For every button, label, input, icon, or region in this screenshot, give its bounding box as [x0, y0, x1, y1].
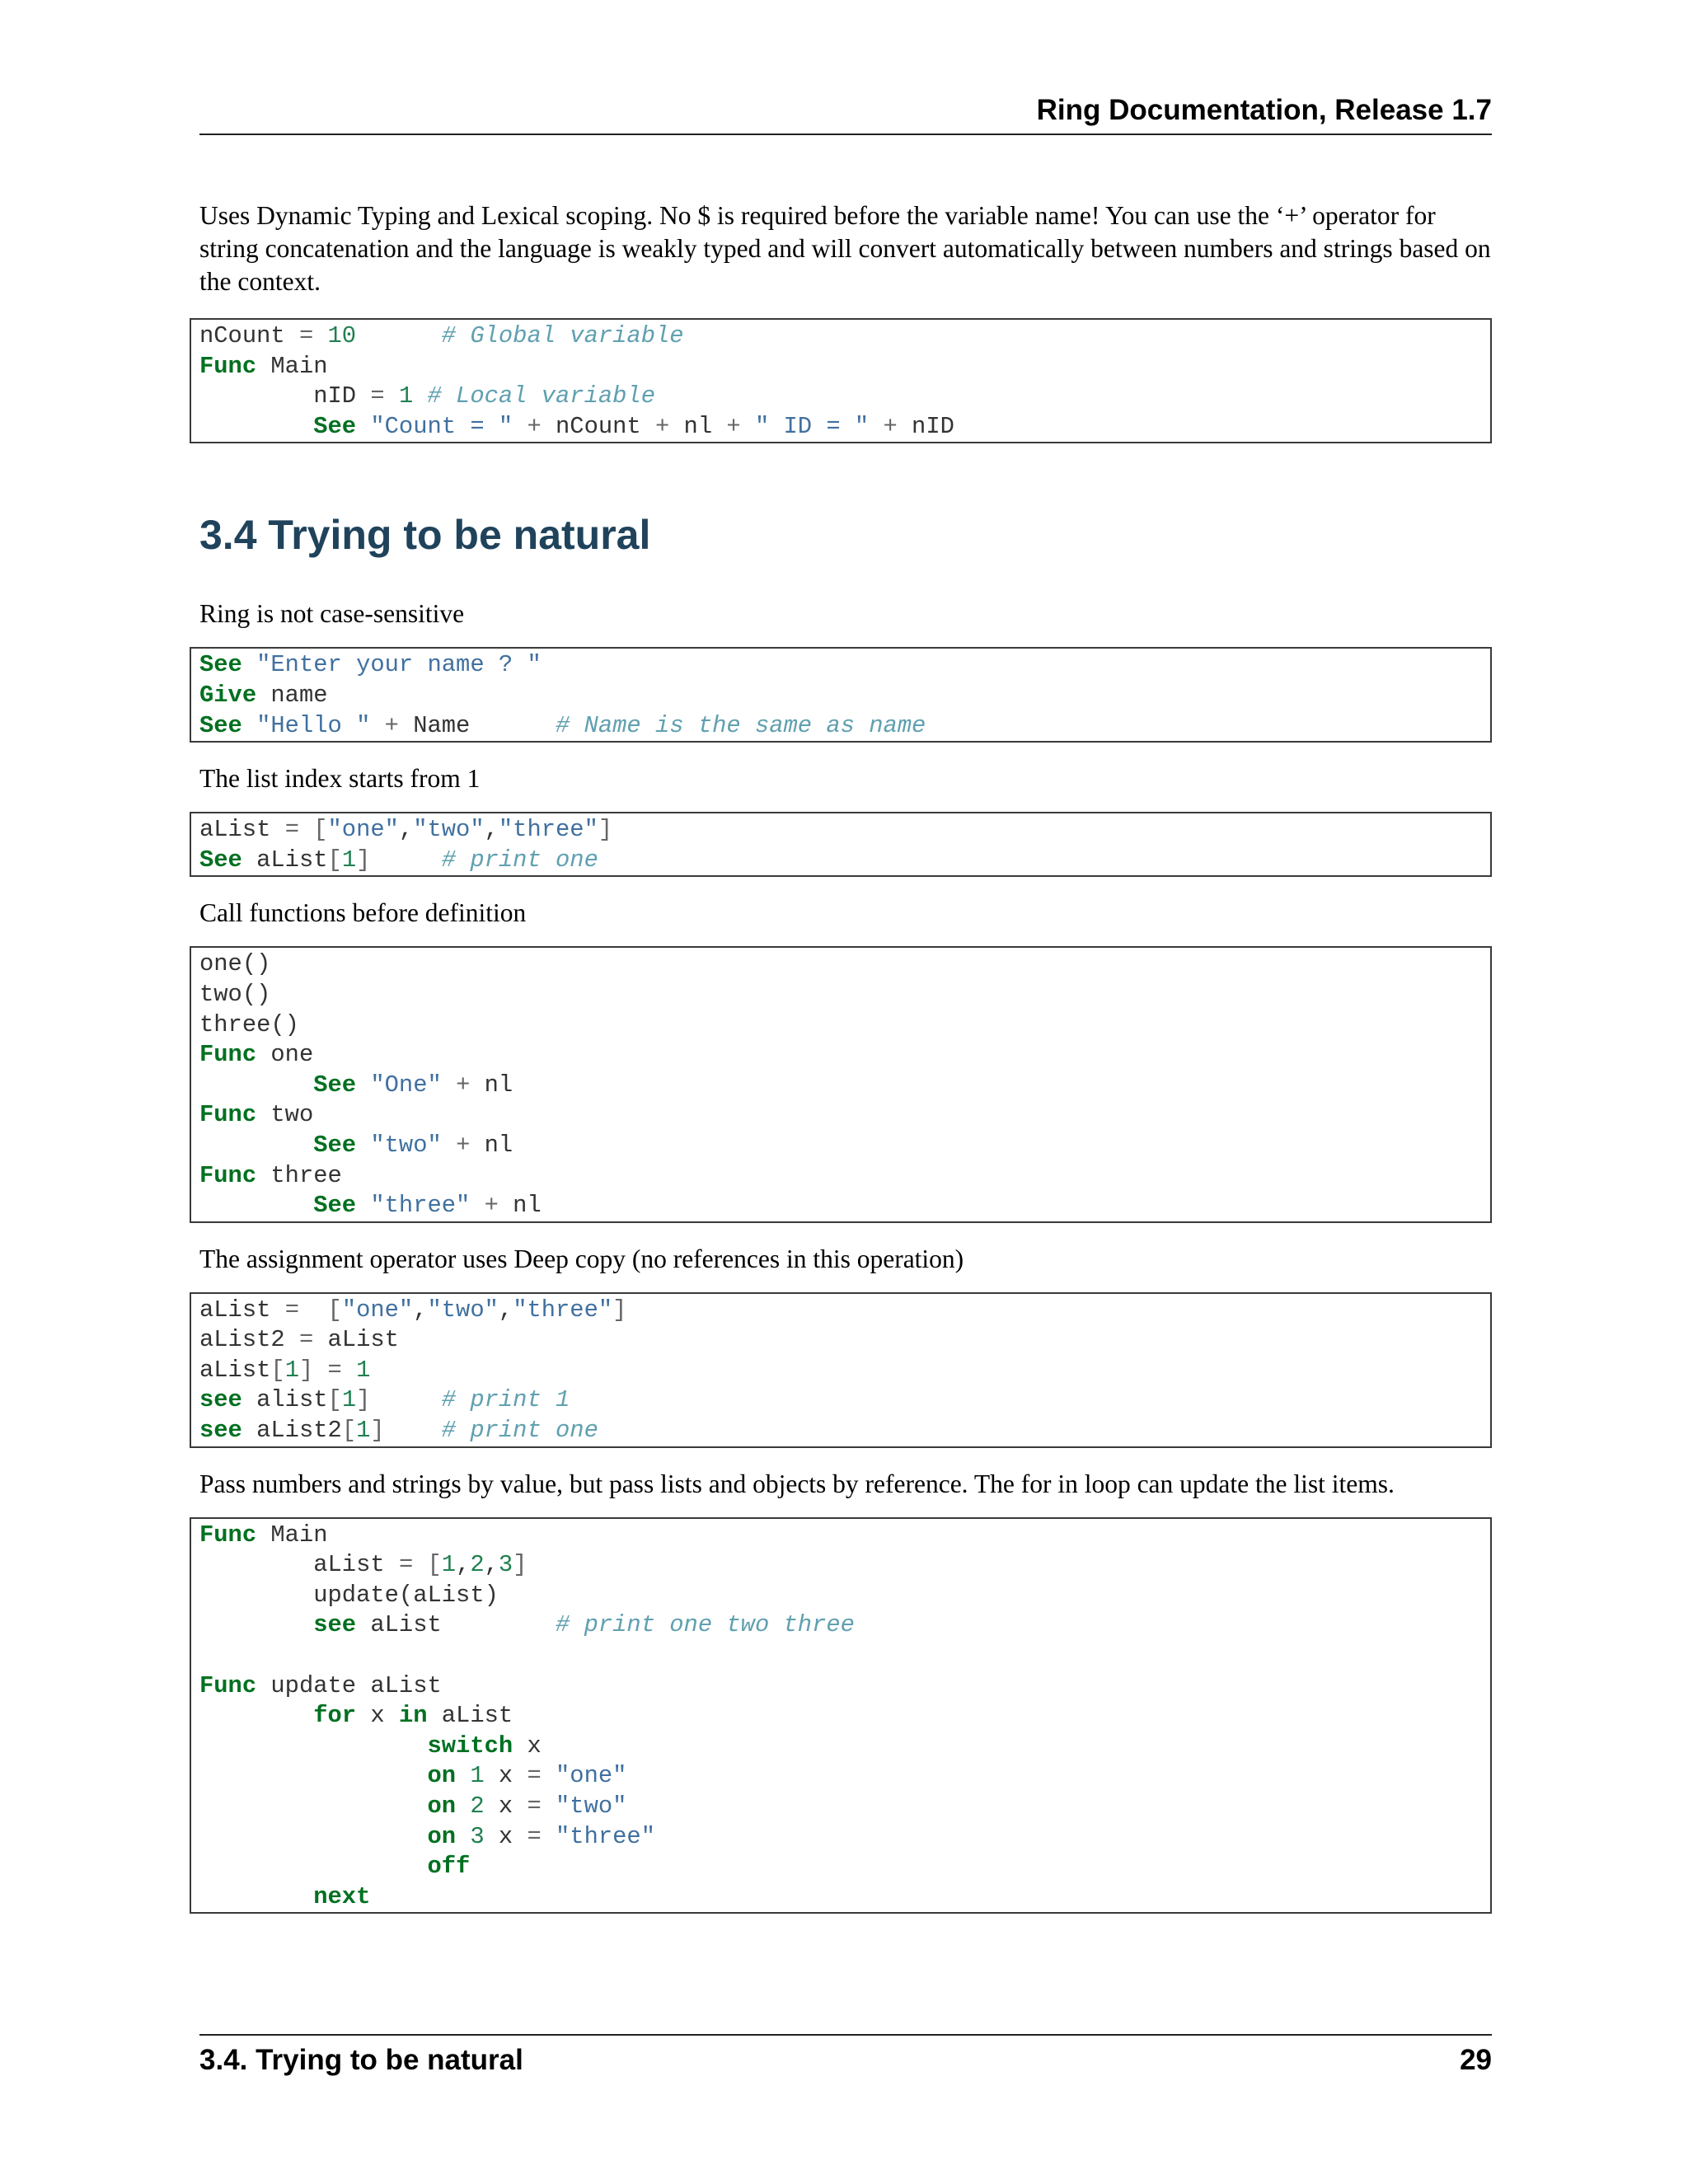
code-token: [199, 1192, 313, 1219]
intro-paragraph: Uses Dynamic Typing and Lexical scoping. No $ is required before the variable name! You can use the ‘+’ operator for string concatenation and the language is weakly typed and will convert automatically between numbers and strings based on the context.: [199, 201, 1491, 296]
string-token: "Enter your name ? ": [256, 651, 542, 679]
code-line: [199, 1701, 1482, 1732]
code-token: [199, 1823, 428, 1850]
code-token: [869, 413, 883, 440]
keyword-token: Func: [199, 1041, 257, 1069]
keyword-token: Func: [199, 1521, 257, 1549]
code-line: [199, 1040, 1482, 1071]
code-block-call-before: [190, 946, 1492, 1222]
code-token: [356, 1132, 370, 1159]
operator-token: +: [655, 412, 670, 440]
code-token: nID: [897, 412, 954, 440]
code-token: alist: [241, 1386, 328, 1414]
comment-token: # print one: [441, 1417, 598, 1445]
operator-token: [: [341, 1417, 357, 1445]
code-line: [199, 1761, 1482, 1792]
code-line: [199, 815, 1482, 846]
code-line: [199, 650, 1482, 681]
string-token: " ID = ": [754, 412, 870, 440]
code-token: nl: [669, 412, 727, 440]
code-token: ,: [398, 816, 414, 844]
operator-token: =: [527, 1793, 542, 1820]
code-block-list-index: [190, 812, 1492, 877]
paragraph-case-sensitive: Ring is not case-sensitive: [199, 599, 465, 629]
code-line: [199, 1822, 1482, 1853]
code-line: [199, 711, 1482, 742]
code-line: [199, 1161, 1482, 1192]
code-token: [370, 1386, 441, 1413]
code-token: [442, 1132, 456, 1159]
code-line: [199, 1882, 1482, 1913]
string-token: "three": [498, 816, 598, 844]
operator-token: +: [726, 412, 741, 440]
code-token: [199, 1702, 313, 1729]
keyword-token: on: [427, 1762, 457, 1790]
code-token: [542, 1793, 556, 1820]
code-token: name: [256, 681, 328, 709]
code-token: [299, 1296, 328, 1324]
operator-token: +: [484, 1192, 499, 1220]
operator-token: =: [370, 382, 385, 410]
number-token: 1: [284, 1356, 299, 1384]
code-token: x: [484, 1822, 528, 1850]
keyword-token: in: [398, 1702, 428, 1730]
code-token: aList: [199, 816, 285, 844]
code-token: [342, 1357, 356, 1384]
operator-token: +: [883, 412, 898, 440]
code-token: Main: [256, 352, 328, 380]
code-line: [199, 1852, 1482, 1882]
code-line: [199, 1416, 1482, 1446]
running-footer: [199, 2034, 1492, 2079]
section-title: Trying to be natural: [268, 512, 651, 559]
keyword-token: See: [199, 651, 242, 679]
number-token: 1: [341, 1386, 357, 1414]
code-token: x: [356, 1702, 399, 1730]
code-line: [199, 1610, 1482, 1641]
keyword-token: next: [313, 1882, 371, 1910]
code-token: aList: [199, 1296, 285, 1324]
code-token: aList: [199, 1551, 399, 1579]
keyword-token: Func: [199, 352, 257, 380]
code-token: [199, 1132, 313, 1159]
number-token: 1: [441, 1551, 457, 1579]
keyword-token: See: [313, 1192, 357, 1220]
code-token: [513, 413, 527, 440]
string-token: "two": [370, 1131, 442, 1159]
code-token: three: [256, 1161, 342, 1189]
code-token: [470, 1192, 484, 1219]
code-line: [199, 1296, 1482, 1326]
code-token: nl: [470, 1131, 513, 1159]
code-line: [199, 1010, 1482, 1041]
code-line: [199, 980, 1482, 1010]
code-token: [370, 846, 441, 874]
code-token: [370, 712, 384, 739]
section-heading: [199, 509, 1492, 560]
code-token: aList2: [241, 1417, 342, 1445]
keyword-token: see: [313, 1611, 357, 1639]
code-token: [313, 1357, 327, 1384]
code-token: [542, 1823, 556, 1850]
code-line: [199, 1356, 1482, 1386]
code-line: [199, 1100, 1482, 1131]
running-header: [199, 92, 1492, 135]
operator-token: [: [327, 1386, 342, 1414]
code-token: ,: [484, 1551, 499, 1579]
operator-token: =: [284, 816, 299, 844]
code-token: [542, 1762, 556, 1789]
section-number: 3.4: [199, 512, 257, 559]
code-token: two: [256, 1101, 314, 1129]
code-token: nl: [498, 1192, 542, 1220]
code-token: update aList: [256, 1671, 442, 1699]
code-line: [199, 352, 1482, 382]
operator-token: ]: [513, 1551, 528, 1579]
code-token: [456, 1793, 470, 1820]
code-token: ,: [456, 1551, 471, 1579]
code-line: [199, 1521, 1482, 1551]
keyword-token: for: [313, 1702, 357, 1730]
keyword-token: See: [199, 846, 242, 874]
code-line: [199, 1385, 1482, 1416]
number-token: 2: [470, 1551, 485, 1579]
code-token: [385, 382, 399, 410]
code-token: one: [256, 1041, 314, 1069]
comment-token: # print 1: [441, 1386, 570, 1414]
code-token: x: [484, 1793, 528, 1820]
operator-token: ]: [598, 816, 613, 844]
number-token: 10: [327, 322, 357, 349]
number-token: 1: [356, 1417, 371, 1445]
paragraph-pass-by: Pass numbers and strings by value, but pass lists and objects by reference. The for in loop can update the list items.: [199, 1469, 1395, 1498]
number-token: 1: [398, 382, 414, 410]
comment-token: # Global variable: [441, 322, 684, 349]
code-token: [199, 1853, 428, 1880]
code-token: Main: [256, 1521, 328, 1549]
operator-token: ]: [356, 846, 371, 874]
code-line: [199, 1671, 1482, 1702]
code-line: [199, 1581, 1482, 1611]
string-token: "one": [327, 816, 399, 844]
operator-token: ]: [370, 1417, 385, 1445]
code-line: [199, 382, 1482, 412]
keyword-token: Func: [199, 1101, 257, 1129]
comment-token: # Local variable: [427, 382, 655, 410]
code-token: Name: [398, 711, 556, 739]
code-line: [199, 846, 1482, 876]
keyword-token: see: [199, 1417, 242, 1445]
code-token: [413, 382, 427, 410]
code-token: nCount: [541, 412, 655, 440]
code-token: [385, 1417, 442, 1444]
page-number: 29: [1460, 2044, 1492, 2076]
operator-token: [: [327, 1296, 342, 1324]
code-token: [199, 1793, 428, 1820]
operator-token: +: [384, 711, 399, 739]
comment-token: # print one: [441, 846, 598, 874]
code-token: [741, 413, 755, 440]
operator-token: =: [298, 1326, 314, 1354]
string-token: "three": [370, 1192, 471, 1220]
code-token: two(): [199, 980, 271, 1008]
keyword-token: on: [427, 1822, 457, 1850]
code-token: aList: [356, 1611, 556, 1639]
code-token: [356, 322, 442, 349]
code-token: aList2: [199, 1326, 299, 1354]
code-token: ,: [498, 1296, 513, 1324]
code-block-deep-copy: [190, 1292, 1492, 1448]
code-line: [199, 949, 1482, 980]
operator-token: =: [398, 1551, 414, 1579]
code-token: [199, 1071, 313, 1099]
code-line: [199, 321, 1482, 352]
keyword-token: see: [199, 1386, 242, 1414]
number-token: 1: [341, 846, 357, 874]
keyword-token: Func: [199, 1161, 257, 1189]
code-line: [199, 1191, 1482, 1221]
operator-token: [: [327, 846, 342, 874]
code-token: [442, 1071, 456, 1099]
operator-token: [: [270, 1356, 285, 1384]
code-token: [299, 816, 313, 843]
paragraph-list-index: The list index starts from 1: [199, 764, 481, 794]
code-token: [356, 1071, 370, 1099]
header-title: Ring Documentation, Release 1.7: [1036, 94, 1492, 126]
code-line: [199, 1641, 1482, 1671]
string-token: "two": [427, 1296, 499, 1324]
code-line: [199, 681, 1482, 711]
code-token: nl: [470, 1071, 513, 1099]
paragraph-deep-copy: The assignment operator uses Deep copy (no references in this operation): [199, 1244, 964, 1273]
operator-token: [: [313, 816, 328, 844]
code-token: [456, 1762, 470, 1789]
code-block-case: [190, 647, 1492, 743]
code-line: [199, 1732, 1482, 1762]
operator-token: ]: [612, 1296, 627, 1324]
document-page: [199, 0, 1492, 2184]
operator-token: +: [527, 412, 542, 440]
code-token: one(): [199, 950, 271, 978]
keyword-token: on: [427, 1793, 457, 1820]
code-token: [313, 322, 327, 349]
keyword-token: switch: [427, 1732, 513, 1760]
code-token: [242, 712, 256, 739]
code-block-scoping: [190, 318, 1492, 443]
code-token: x: [484, 1762, 528, 1790]
code-token: x: [513, 1732, 542, 1760]
code-line: [199, 1325, 1482, 1356]
operator-token: =: [284, 1296, 299, 1324]
paragraph-call-functions: Call functions before definition: [199, 898, 527, 928]
number-token: 3: [470, 1822, 485, 1850]
string-token: "two": [413, 816, 485, 844]
page-content: [199, 199, 1492, 1914]
code-token: nID: [199, 382, 371, 410]
code-token: aList: [199, 1356, 271, 1384]
operator-token: ]: [298, 1356, 314, 1384]
footer-section-label: 3.4. Trying to be natural: [199, 2044, 523, 2076]
code-token: [199, 413, 313, 440]
keyword-token: Give: [199, 681, 257, 709]
string-token: "Count = ": [370, 412, 513, 440]
string-token: "one": [341, 1296, 414, 1324]
code-token: [199, 1732, 428, 1760]
number-token: 2: [470, 1793, 485, 1820]
code-line: [199, 412, 1482, 443]
operator-token: +: [456, 1131, 471, 1159]
keyword-token: See: [313, 412, 357, 440]
code-token: [456, 1823, 470, 1850]
code-token: [356, 413, 370, 440]
operator-token: =: [327, 1356, 342, 1384]
code-token: [413, 1551, 427, 1578]
code-line: [199, 1550, 1482, 1581]
string-token: "three": [556, 1822, 655, 1850]
keyword-token: off: [427, 1853, 471, 1881]
keyword-token: See: [199, 711, 242, 739]
code-token: [199, 1883, 313, 1910]
comment-token: # Name is the same as name: [556, 711, 926, 739]
code-token: [199, 1762, 428, 1789]
code-line: [199, 1131, 1482, 1161]
string-token: "One": [370, 1071, 442, 1099]
operator-token: ]: [356, 1386, 371, 1414]
operator-token: =: [527, 1822, 542, 1850]
number-token: 3: [498, 1551, 513, 1579]
code-line: [199, 1071, 1482, 1101]
code-token: [356, 1192, 370, 1219]
keyword-token: See: [313, 1071, 357, 1099]
operator-token: =: [527, 1762, 542, 1790]
number-token: 1: [470, 1762, 485, 1790]
operator-token: +: [456, 1071, 471, 1099]
keyword-token: Func: [199, 1671, 257, 1699]
code-token: ,: [484, 816, 499, 844]
string-token: "one": [556, 1762, 627, 1790]
code-token: ,: [413, 1296, 428, 1324]
code-token: [199, 1611, 313, 1638]
code-token: aList: [427, 1702, 513, 1730]
code-token: three(): [199, 1010, 299, 1038]
string-token: "Hello ": [256, 711, 371, 739]
string-token: "three": [513, 1296, 613, 1324]
number-token: 1: [356, 1356, 371, 1384]
string-token: "two": [556, 1793, 627, 1820]
code-token: update(aList): [199, 1581, 499, 1609]
operator-token: =: [298, 322, 314, 349]
code-block-by-reference: [190, 1517, 1492, 1915]
keyword-token: See: [313, 1131, 357, 1159]
code-token: [242, 651, 256, 678]
comment-token: # print one two three: [556, 1611, 855, 1639]
code-token: aList: [313, 1326, 399, 1354]
code-token: nCount: [199, 322, 299, 349]
code-line: [199, 1792, 1482, 1822]
code-token: aList: [241, 846, 328, 874]
operator-token: [: [427, 1551, 442, 1579]
